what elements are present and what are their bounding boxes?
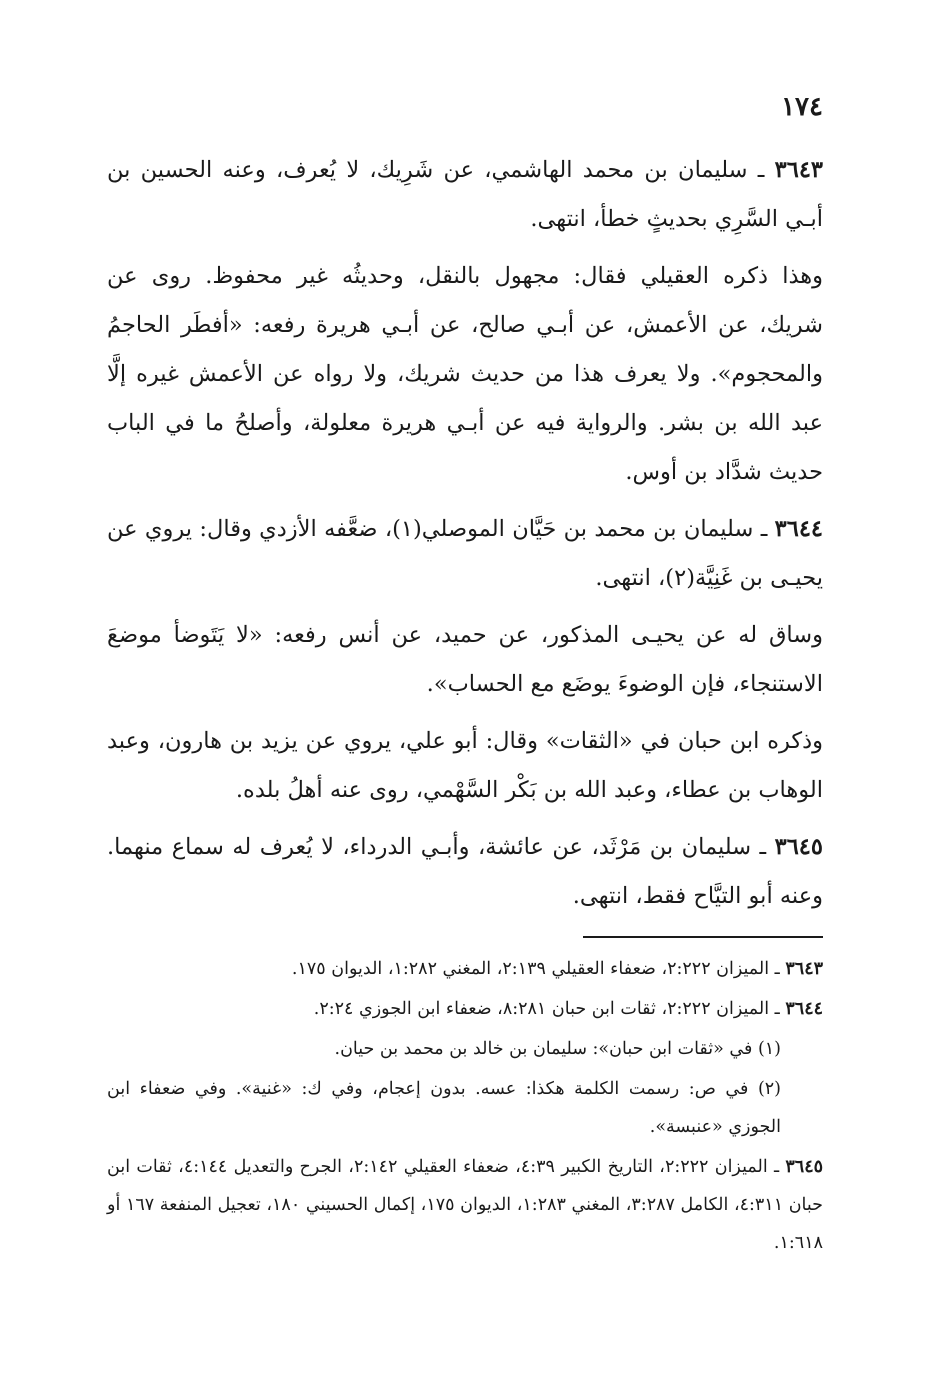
footnote-3645 xyxy=(107,1148,823,1262)
entry-number: ٣٦٤٣ xyxy=(774,157,823,183)
footnote-number: ٣٦٤٤ xyxy=(785,999,823,1019)
footnote-divider xyxy=(583,936,823,938)
footnote-number: ٣٦٤٣ xyxy=(785,959,823,979)
note-text: في «ثقات ابن حبان»: سليمان بن خالد بن محمد بن حيان. xyxy=(334,1039,753,1059)
footnote-text: ـ الميزان ٢:٢٢٢، ضعفاء العقيلي ٢:١٣٩، المغني ١:٢٨٢، الديوان ١٧٥. xyxy=(291,959,780,979)
entry-number: ٣٦٤٤ xyxy=(774,516,823,542)
entry-3644-paragraph xyxy=(107,505,823,603)
entry-3644-commentary: وذكره ابن حبان في «الثقات» وقال: أبو علي، يروي عن يزيد بن هارون، وعبد الوهاب بن عطاء، وعبد الله بن بَكْر السَّهْمي، روى عنه أهلُ بلده. xyxy=(107,728,823,803)
footnote-note-2 xyxy=(107,1070,823,1146)
footnote-note-1 xyxy=(107,1030,823,1068)
footnote-3643 xyxy=(107,950,823,988)
note-number: (١) xyxy=(757,1039,781,1059)
note-text: في ص: رسمت الكلمة هكذا: عسه. بدون إعجام، وفي ك: «غنية». وفي ضعفاء ابن الجوزي «عنبسة». xyxy=(107,1079,781,1137)
footnote-text: ـ الميزان ٢:٢٢٢، التاريخ الكبير ٤:٣٩، ضعفاء العقيلي ٢:١٤٢، الجرح والتعديل ٤:١٤٤، ثقات ابن حبان ٤:٣١١، الكامل ٣:٢٨٧، المغني ١:٢٨٣، الديوان ١٧٥، إكمال الحسيني ١٨٠، تعجيل المنفعة ١٦٧ أو ١:٦١٨. xyxy=(107,1157,823,1253)
entry-3643-commentary: وهذا ذكره العقيلي فقال: مجهول بالنقل، وحديثُه غير محفوظ. روى عن شريك، عن الأعمش، عن أبـي صالح، عن أبـي هريرة رفعه: «أفطَر الحاجمُ والمحجوم». ولا يعرف هذا من حديث شريك، ولا رواه عن الأعمش غيره إلَّا عبد الله بن بشر. والرواية فيه عن أبـي هريرة معلولة، وأصلحُ ما في الباب حديث شدَّاد بن أوس. xyxy=(107,263,823,485)
entry-3644-hadith: وساق له عن يحيـى المذكور، عن حميد، عن أنس رفعه: «لا يَتَوضأ موضعَ الاستنجاء، فإن الوضوءَ يوضَع مع الحساب». xyxy=(107,622,823,697)
main-text xyxy=(107,146,823,929)
footnotes xyxy=(107,950,823,1264)
entry-number: ٣٦٤٥ xyxy=(774,834,823,860)
footnote-3644 xyxy=(107,990,823,1028)
entry-text: ـ سليمان بن مَرْثَد، عن عائشة، وأبـي الدرداء، لا يُعرف له سماع منهما. وعنه أبو التيَّاح فقط، انتهى. xyxy=(107,834,823,909)
entry-text: ـ سليمان بن محمد بن حَيَّان الموصلي(١)، ضعَّفه الأزدي وقال: يروي عن يحيـى بن غَنِيَّة(٢)، انتهى. xyxy=(107,516,823,591)
footnote-number: ٣٦٤٥ xyxy=(785,1157,824,1177)
note-number: (٢) xyxy=(757,1079,781,1099)
entry-3645-paragraph xyxy=(107,823,823,921)
page-number: ١٧٤ xyxy=(781,92,823,122)
footnote-text: ـ الميزان ٢:٢٢٢، ثقات ابن حبان ٨:٢٨١، ضعفاء ابن الجوزي ٢:٢٤. xyxy=(313,999,780,1019)
entry-3643-paragraph xyxy=(107,146,823,244)
entry-text: ـ سليمان بن محمد الهاشمي، عن شَرِيك، لا يُعرف، وعنه الحسين بن أبـي السَّرِي بحديثٍ خطأ، انتهى. xyxy=(107,157,823,232)
